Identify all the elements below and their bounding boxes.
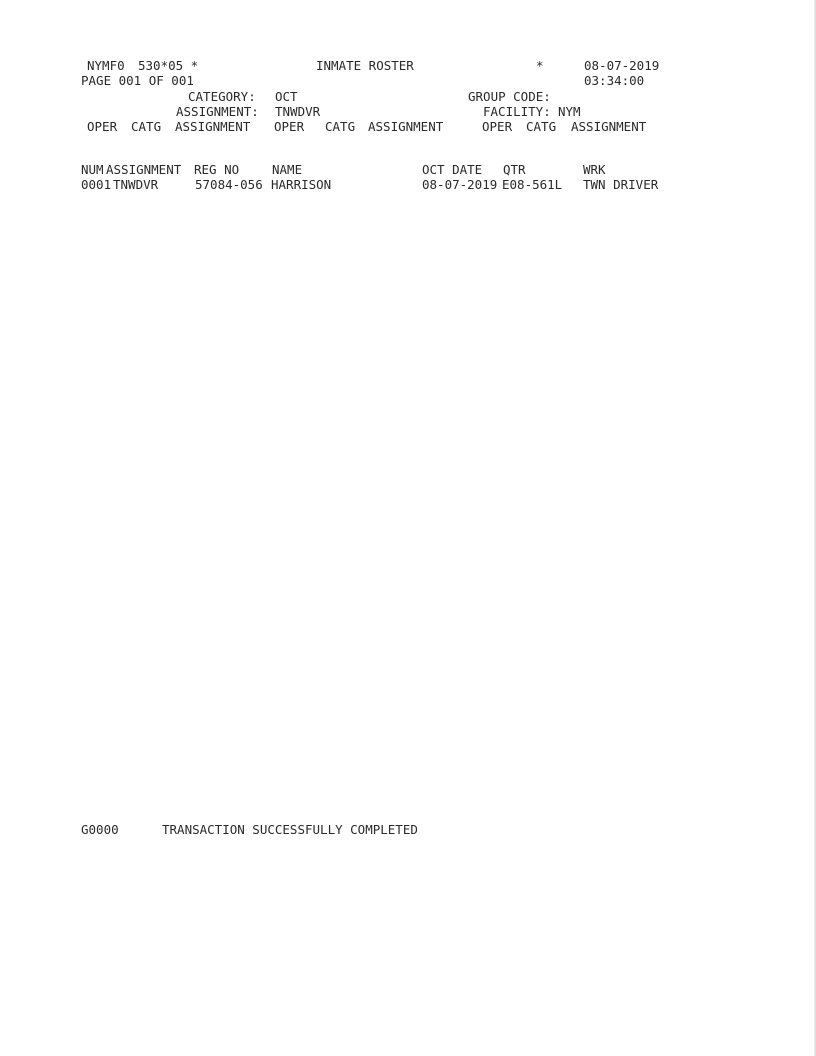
- row-num: 0001: [81, 177, 112, 192]
- group-code-label: GROUP CODE:: [468, 89, 551, 104]
- catg-header-3: CATG: [526, 119, 557, 134]
- assignment-header-1: ASSIGNMENT: [175, 119, 251, 134]
- oper-header-3: OPER: [482, 119, 513, 134]
- category-label: CATEGORY:: [188, 89, 256, 104]
- row-assignment: TNWDVR: [113, 177, 159, 192]
- row-oct-date: 08-07-2019: [422, 177, 498, 192]
- col-assignment: ASSIGNMENT: [106, 162, 182, 177]
- col-wrk: WRK: [583, 162, 606, 177]
- report-date: 08-07-2019: [584, 58, 660, 73]
- catg-header-1: CATG: [131, 119, 162, 134]
- report-title: INMATE ROSTER: [316, 58, 414, 73]
- session-code: 530*05 *: [138, 58, 199, 73]
- col-oct-date: OCT DATE: [422, 162, 483, 177]
- row-wrk: TWN DRIVER: [583, 177, 659, 192]
- catg-header-2: CATG: [325, 119, 356, 134]
- facility-code: NYMF0: [87, 58, 125, 73]
- report-time: 03:34:00: [584, 73, 645, 88]
- page-info: PAGE 001 OF 001: [81, 73, 194, 88]
- row-qtr: E08-561L: [502, 177, 563, 192]
- status-code: G0000: [81, 822, 119, 837]
- oper-header-1: OPER: [87, 119, 118, 134]
- header-star: *: [536, 58, 544, 73]
- assignment-header-3: ASSIGNMENT: [571, 119, 647, 134]
- facility-value: NYM: [558, 104, 581, 119]
- row-name: HARRISON: [271, 177, 332, 192]
- assignment-value: TNWDVR: [275, 104, 321, 119]
- status-message: TRANSACTION SUCCESSFULLY COMPLETED: [162, 822, 418, 837]
- facility-label: FACILITY:: [483, 104, 551, 119]
- oper-header-2: OPER: [274, 119, 305, 134]
- col-name: NAME: [272, 162, 303, 177]
- assignment-label: ASSIGNMENT:: [176, 104, 259, 119]
- assignment-header-2: ASSIGNMENT: [368, 119, 444, 134]
- col-num: NUM: [81, 162, 104, 177]
- col-qtr: QTR: [503, 162, 526, 177]
- category-value: OCT: [275, 89, 298, 104]
- row-reg-no: 57084-056: [195, 177, 263, 192]
- col-reg-no: REG NO: [194, 162, 240, 177]
